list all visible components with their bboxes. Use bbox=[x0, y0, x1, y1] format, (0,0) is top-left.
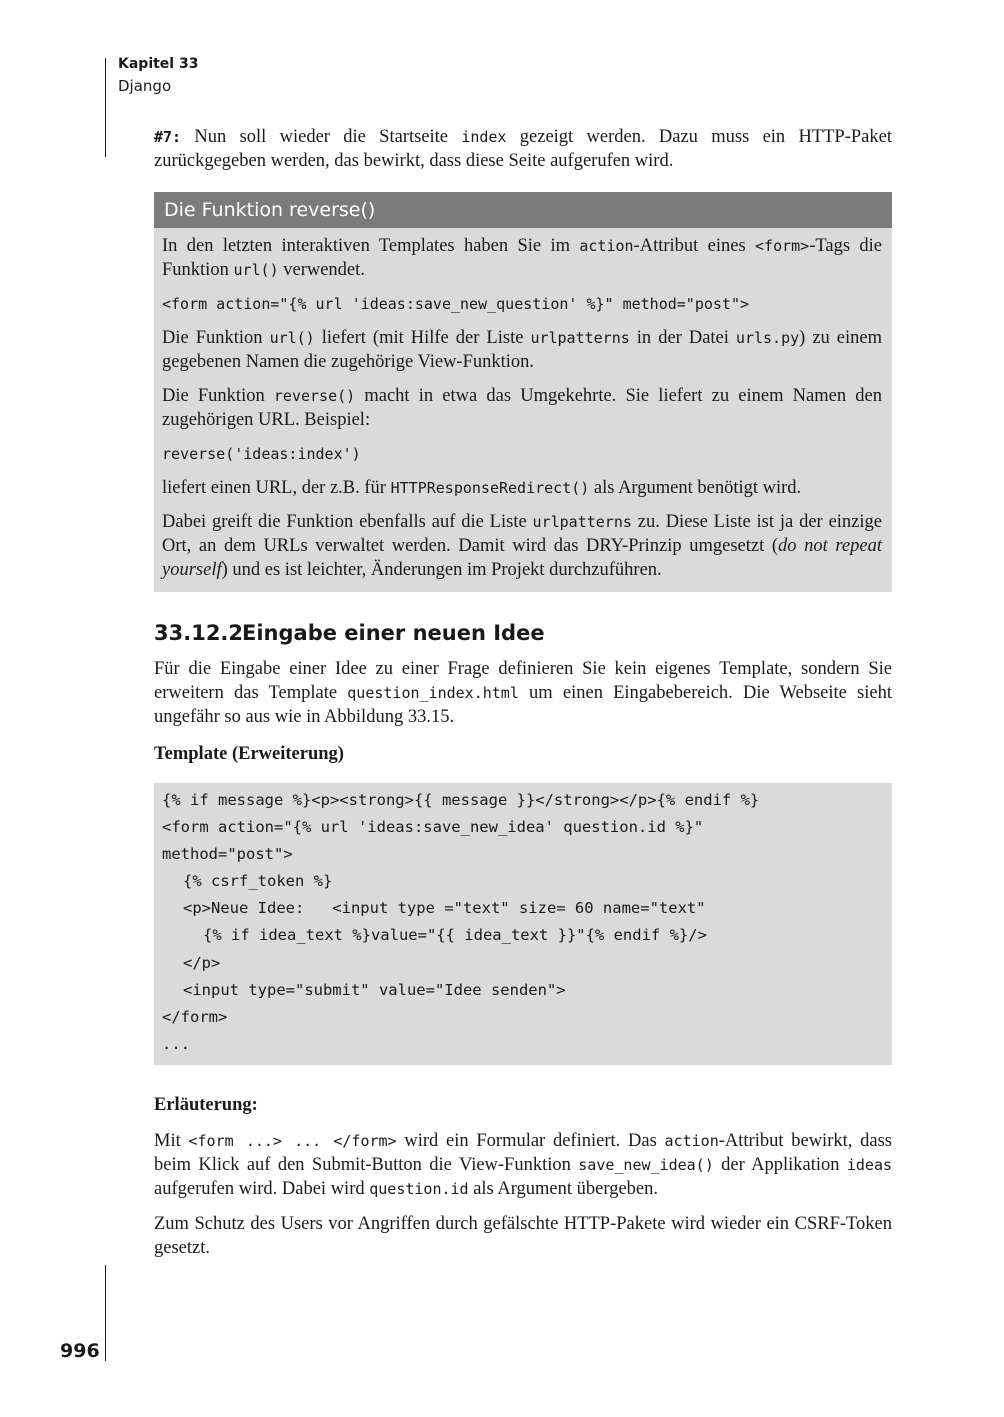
page-number: 996 bbox=[60, 1340, 100, 1362]
info-box-body bbox=[154, 228, 892, 592]
section-title: Eingabe einer neuen Idee bbox=[242, 621, 545, 645]
explanation-paragraph-2: Zum Schutz des Users vor Angriffen durch gefälschte HTTP-Pakete wird wieder ein CSRF-Token gesetzt. bbox=[154, 1213, 892, 1258]
box-paragraph-3: Die Funktion reverse() macht in etwa das Umgekehrte. Sie liefert zu einem Namen den zugehörigen URL. Beispiel: bbox=[162, 386, 882, 430]
section-number: 33.12.2 bbox=[154, 621, 244, 645]
code-line: {% if message %}<p><strong>{{ message }}</strong></p>{% endif %} bbox=[162, 791, 760, 809]
info-box-title: Die Funktion reverse() bbox=[154, 192, 892, 228]
code-line: <form action="{% url 'ideas:save_new_idea' question.id %}" bbox=[162, 818, 704, 837]
code-line: </p> bbox=[183, 953, 221, 972]
code-line: <input type="submit" value="Idee senden"> bbox=[183, 980, 566, 999]
section-heading bbox=[154, 618, 892, 648]
section-paragraph: Für die Eingabe einer Idee zu einer Frage definieren Sie kein eigenes Template, sondern Sie erweitern das Template question_index.html um einen Eingabebereich. Die Webseite sieht ungefähr so aus wie in Abbildung 33.15. bbox=[154, 659, 892, 727]
header-rule bbox=[105, 58, 106, 157]
explanation-paragraph-1: Mit <form ...> ... </form> wird ein Formular definiert. Das action-Attribut bewirkt, dass beim Klick auf den Submit-Button die View-Funktion save_new_idea() der Applikation ideas aufgerufen wird. Dabei wird question.id als Argument übergeben. bbox=[154, 1130, 893, 1199]
step-label: #7: bbox=[154, 128, 182, 146]
code-line: </form> bbox=[162, 1007, 228, 1026]
info-box bbox=[154, 192, 892, 592]
box-paragraph-1: In den letzten interaktiven Templates haben Sie im action-Attribut eines <form>-Tags die Funktion url() verwendet. bbox=[162, 236, 882, 280]
box-paragraph-4: liefert einen URL, der z.B. für HTTPResponseRedirect() als Argument benötigt wird. bbox=[162, 478, 802, 498]
intro-paragraph: #7: Nun soll wieder die Startseite index gezeigt werden. Dazu muss ein HTTP-Paket zurückgegeben werden, das bewirkt, dass diese Seite aufgerufen wird. bbox=[154, 127, 892, 171]
explanation-heading: Erläuterung: bbox=[154, 1094, 258, 1115]
chapter-title: Django bbox=[118, 77, 172, 95]
footer-rule bbox=[105, 1265, 106, 1361]
code-line: ... bbox=[162, 1034, 190, 1053]
code-block bbox=[154, 783, 892, 1065]
box-code-reverse: reverse('ideas:index') bbox=[162, 445, 361, 463]
code-line: {% csrf_token %} bbox=[183, 872, 333, 891]
template-heading: Template (Erweiterung) bbox=[154, 744, 344, 764]
box-paragraph-5: Dabei greift die Funktion ebenfalls auf die Liste urlpatterns zu. Diese Liste ist ja der einzige Ort, an dem URLs verwaltet werden. Damit wird das DRY-Prinzip umgesetzt (do not repeat yourself) und es ist leichter, Änderungen im Projekt durchzuführen. bbox=[162, 512, 882, 580]
code-line: <p>Neue Idee: <input type ="text" size= 60 name="text" bbox=[183, 899, 706, 918]
page-content bbox=[154, 125, 892, 1260]
code-line: {% if idea_text %}value="{{ idea_text }}"{% endif %}/> bbox=[203, 926, 707, 945]
box-code-form: <form action="{% url 'ideas:save_new_question' %}" method="post"> bbox=[162, 295, 749, 313]
box-paragraph-2: Die Funktion url() liefert (mit Hilfe der Liste urlpatterns in der Datei urls.py) zu einem gegebenen Namen die zugehörige View-Funktion. bbox=[162, 328, 882, 372]
chapter-label: Kapitel 33 bbox=[118, 56, 199, 72]
code-line: method="post"> bbox=[162, 845, 293, 864]
